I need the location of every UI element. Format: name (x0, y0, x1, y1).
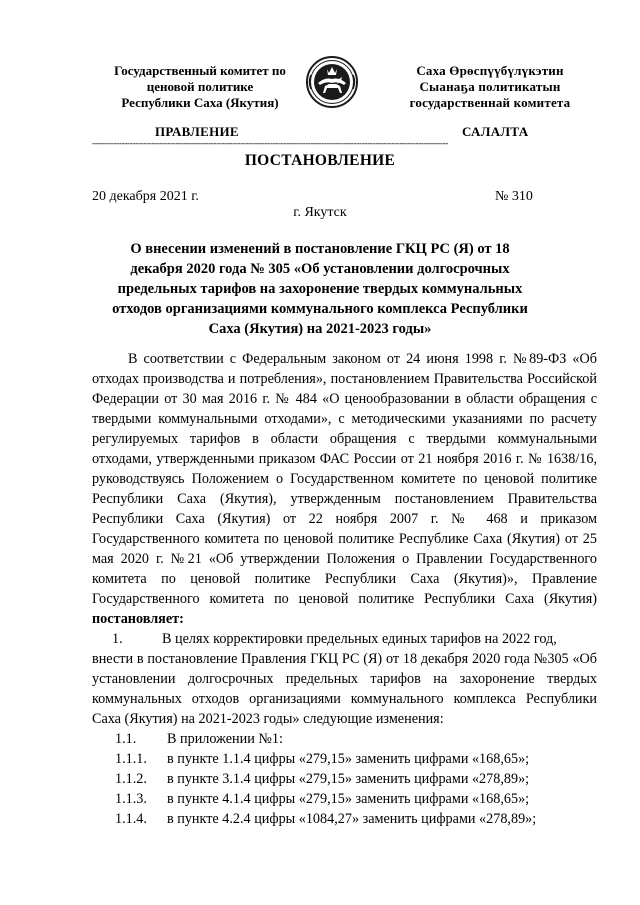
header-left-line: Республики Саха (Якутия) (121, 95, 279, 110)
document-heading: О внесении изменений в постановление ГКЦ РС (Я) от 18 декабря 2020 года № 305 «Об установлении долгосрочных предельных тарифов на захоронение твердых коммунальных отходов организациями коммунального комплекса Республики Саха (Якутия) на 2021-2023 годы» (112, 241, 528, 337)
board-label-ru: ПРАВЛЕНИЕ (155, 124, 239, 139)
document-city: г. Якутск (293, 205, 347, 220)
resolves-keyword: постановляет: (92, 611, 184, 627)
header-left-line: ценовой политике (146, 79, 254, 94)
sub-clause-number: 1.1.1. (115, 751, 147, 767)
preamble-text: В соответствии с Федеральным законом от 24 июня 1998 г. №89-ФЗ «Об отходах производства и потребления», постановлением Правительства Российской Федерации от 30 мая 2016 г. № 484 «О ценообразовании в области обращения с твердыми коммунальными отходами», с методическими указаниями по расчету регулируемых тарифов в области обращения с твердыми коммунальными отходами, утвержденными приказом ФАС России от 21 ноября 2016 г. № 1638/16, руководствуясь Положением о Государственном комитете по ценовой политике Республики Саха (Якутия), утвержденным постановлением Правительства Республики Саха (Якутия) от 22 ноября 2007 г. № 468 и приказом Государственного комитета по ценовой политике Республике Саха (Якутия) от 25 мая 2020 г. №21 «Об утверждении Положения о Правлении Государственного комитета по ценовой политике Республики Саха (Якутия)», Правление Государственного комитета по ценовой политике Республики Саха (Якутия) (92, 351, 597, 607)
yakutia-coat-of-arms-icon (305, 55, 359, 109)
sub-clause (92, 789, 597, 809)
preamble-paragraph (92, 349, 597, 629)
board-label-sah: САЛАЛТА (462, 124, 529, 139)
document-title: ПОСТАНОВЛЕНИЕ (244, 152, 396, 169)
clause-1 (92, 629, 597, 649)
sub-clause (92, 749, 597, 769)
sub-clause-number: 1.1.4. (115, 811, 147, 827)
document-number: № 310 (495, 189, 533, 204)
header-right-block (385, 63, 595, 111)
document-body (92, 349, 597, 829)
header-left-line: Государственный комитет по (114, 63, 286, 78)
separator-line: ------------------------------------------------------------------------------------------------------------------------------------ (92, 139, 449, 147)
document-date: 20 декабря 2021 г. (92, 189, 199, 204)
header-right-line: государственнай комитета (409, 95, 571, 110)
sub-clause-number: 1.1.3. (115, 791, 147, 807)
sub-clause-number: 1.1. (115, 731, 137, 747)
sub-clause (92, 769, 597, 789)
clause-1-continuation: внести в постановление Правления ГКЦ РС (Я) от 18 декабря 2020 года №305 «Об установлении долгосрочных предельных тарифов на захоронение твердых коммунальных отходов организациями коммунального комплекса Республики Саха (Якутия) на 2021-2023 годы» следующие изменения: (92, 651, 597, 727)
sub-clause-text: в пункте 1.1.4 цифры «279,15» заменить цифрами «168,65»; (167, 751, 530, 767)
header-right-line: Саха Өрөспүүбүлүкэтин (416, 63, 564, 78)
sub-clause-text: в пункте 4.1.4 цифры «279,15» заменить цифрами «168,65»; (167, 791, 530, 807)
clause-number: 1. (112, 631, 123, 647)
clause-first-line: В целях корректировки предельных единых тарифов на 2022 год, (162, 631, 557, 647)
sub-clause-text: в пункте 3.1.4 цифры «279,15» заменить цифрами «278,89»; (167, 771, 530, 787)
sub-clause (92, 729, 597, 749)
header-left-block (95, 63, 305, 111)
sub-clause-number: 1.1.2. (115, 771, 147, 787)
sub-clause-text: в пункте 4.2.4 цифры «1084,27» заменить цифрами «278,89»; (167, 811, 537, 827)
header-right-line: Сыанаҕа политикатын (419, 79, 561, 94)
sub-clause (92, 809, 597, 829)
sub-clause-text: В приложении №1: (167, 731, 283, 747)
